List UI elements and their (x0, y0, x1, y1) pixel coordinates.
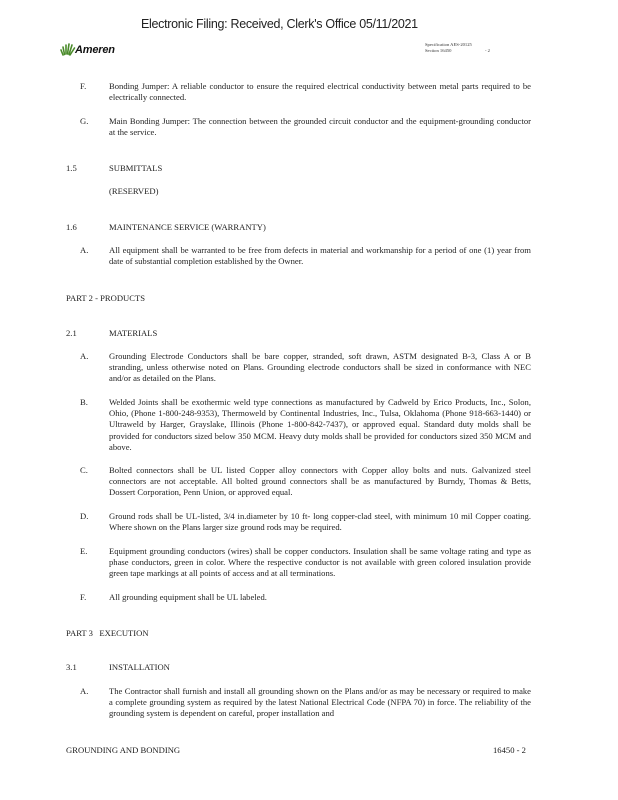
filing-stamp: Electronic Filing: Received, Clerk's Office 05/11/2021 (141, 17, 418, 31)
item-label: D. (80, 511, 89, 521)
item-label: F. (80, 592, 87, 602)
item-label: A. (80, 351, 89, 361)
spec-page: - 2 (485, 48, 490, 53)
item-text: Bolted connectors shall be UL listed Copper alloy connectors with Copper alloy bolts and nuts. Galvanized steel connectors are not acceptable. All bolted ground connectors shall be as manufactured by Burndy, Thomas & Betts, Dossert Corporation, Penn Union, or approved equal. (109, 465, 531, 498)
footer-title: GROUNDING AND BONDING (66, 745, 181, 755)
part-title: PART 3 EXECUTION (66, 628, 149, 638)
section-title: MATERIALS (109, 328, 158, 338)
footer-page-number: 16450 - 2 (493, 745, 526, 755)
item-text: Bonding Jumper: A reliable conductor to ensure the required electrical conductivity between metal parts required to be electrically connected. (109, 81, 531, 103)
logo-wordmark: Ameren (75, 44, 115, 56)
spec-section: Section 16450 (425, 48, 452, 53)
item-label: C. (80, 465, 88, 475)
item-text: The Contractor shall furnish and install all grounding shown on the Plans and/or as may be necessary or required to make a complete grounding system as required by the latest National Electrical Code (NFPA 70) in force. The reliability of the grounding system is dependent on careful, proper installation and (109, 686, 531, 719)
item-label: A. (80, 686, 89, 696)
section-number: 1.6 (66, 222, 77, 232)
section-title: SUBMITTALS (109, 163, 163, 173)
item-text: Grounding Electrode Conductors shall be bare copper, stranded, soft drawn, ASTM designated B-3, Class A or B stranding, unless otherwise noted on Plans. Grounding electrode conductors shall be sized in conformance with NEC and/or as detailed on the Plans. (109, 351, 531, 384)
item-label: B. (80, 397, 88, 407)
reserved-text: (RESERVED) (109, 186, 159, 196)
company-logo (60, 42, 115, 56)
item-text: Main Bonding Jumper: The connection between the grounded circuit conductor and the equipment-grounding conductor at the service. (109, 116, 531, 138)
section-number: 3.1 (66, 662, 77, 672)
item-label: A. (80, 245, 89, 255)
section-number: 1.5 (66, 163, 77, 173)
item-text: All grounding equipment shall be UL labeled. (109, 592, 267, 602)
section-number: 2.1 (66, 328, 77, 338)
part-title: PART 2 - PRODUCTS (66, 293, 146, 303)
section-title: MAINTENANCE SERVICE (WARRANTY) (109, 222, 266, 232)
section-title: INSTALLATION (109, 662, 170, 672)
ameren-sunburst-icon (60, 42, 76, 56)
item-text: All equipment shall be warranted to be free from defects in material and workmanship for a period of one (1) year from date of substantial completion established by the Owner. (109, 245, 531, 267)
item-label: F. (80, 81, 87, 91)
spec-number: Specification AES-20125 (425, 42, 472, 47)
item-label: G. (80, 116, 89, 126)
spec-header (425, 42, 490, 54)
item-label: E. (80, 546, 88, 556)
item-text: Welded Joints shall be exothermic weld type connections as manufactured by Cadweld by Erico Products, Inc., Solon, Ohio, (Phone 1-800-248-9353), Thermoweld by Continental Industries, Inc., Tulsa, Oklahoma (Phone 918-663-1440) or Ultraweld by Harger, Grayslake, Illinois (Phone 1-800-842-7437), or approved equal. Standard duty molds shall be provided for conductors sized below 350 MCM. Heavy duty molds shall be provided for conductors sized 350 MCM and above. (109, 397, 531, 452)
item-text: Ground rods shall be UL-listed, 3/4 in.diameter by 10 ft- long copper-clad steel, with minimum 10 mil Copper coating. Where shown on the Plans larger size ground rods may be required. (109, 511, 531, 533)
item-text: Equipment grounding conductors (wires) shall be copper conductors. Insulation shall be same voltage rating and type as phase conductors, green in color. Where the respective conductor is not available with green colored insulation provide green tape markings at all points of access and at all terminations. (109, 546, 531, 579)
